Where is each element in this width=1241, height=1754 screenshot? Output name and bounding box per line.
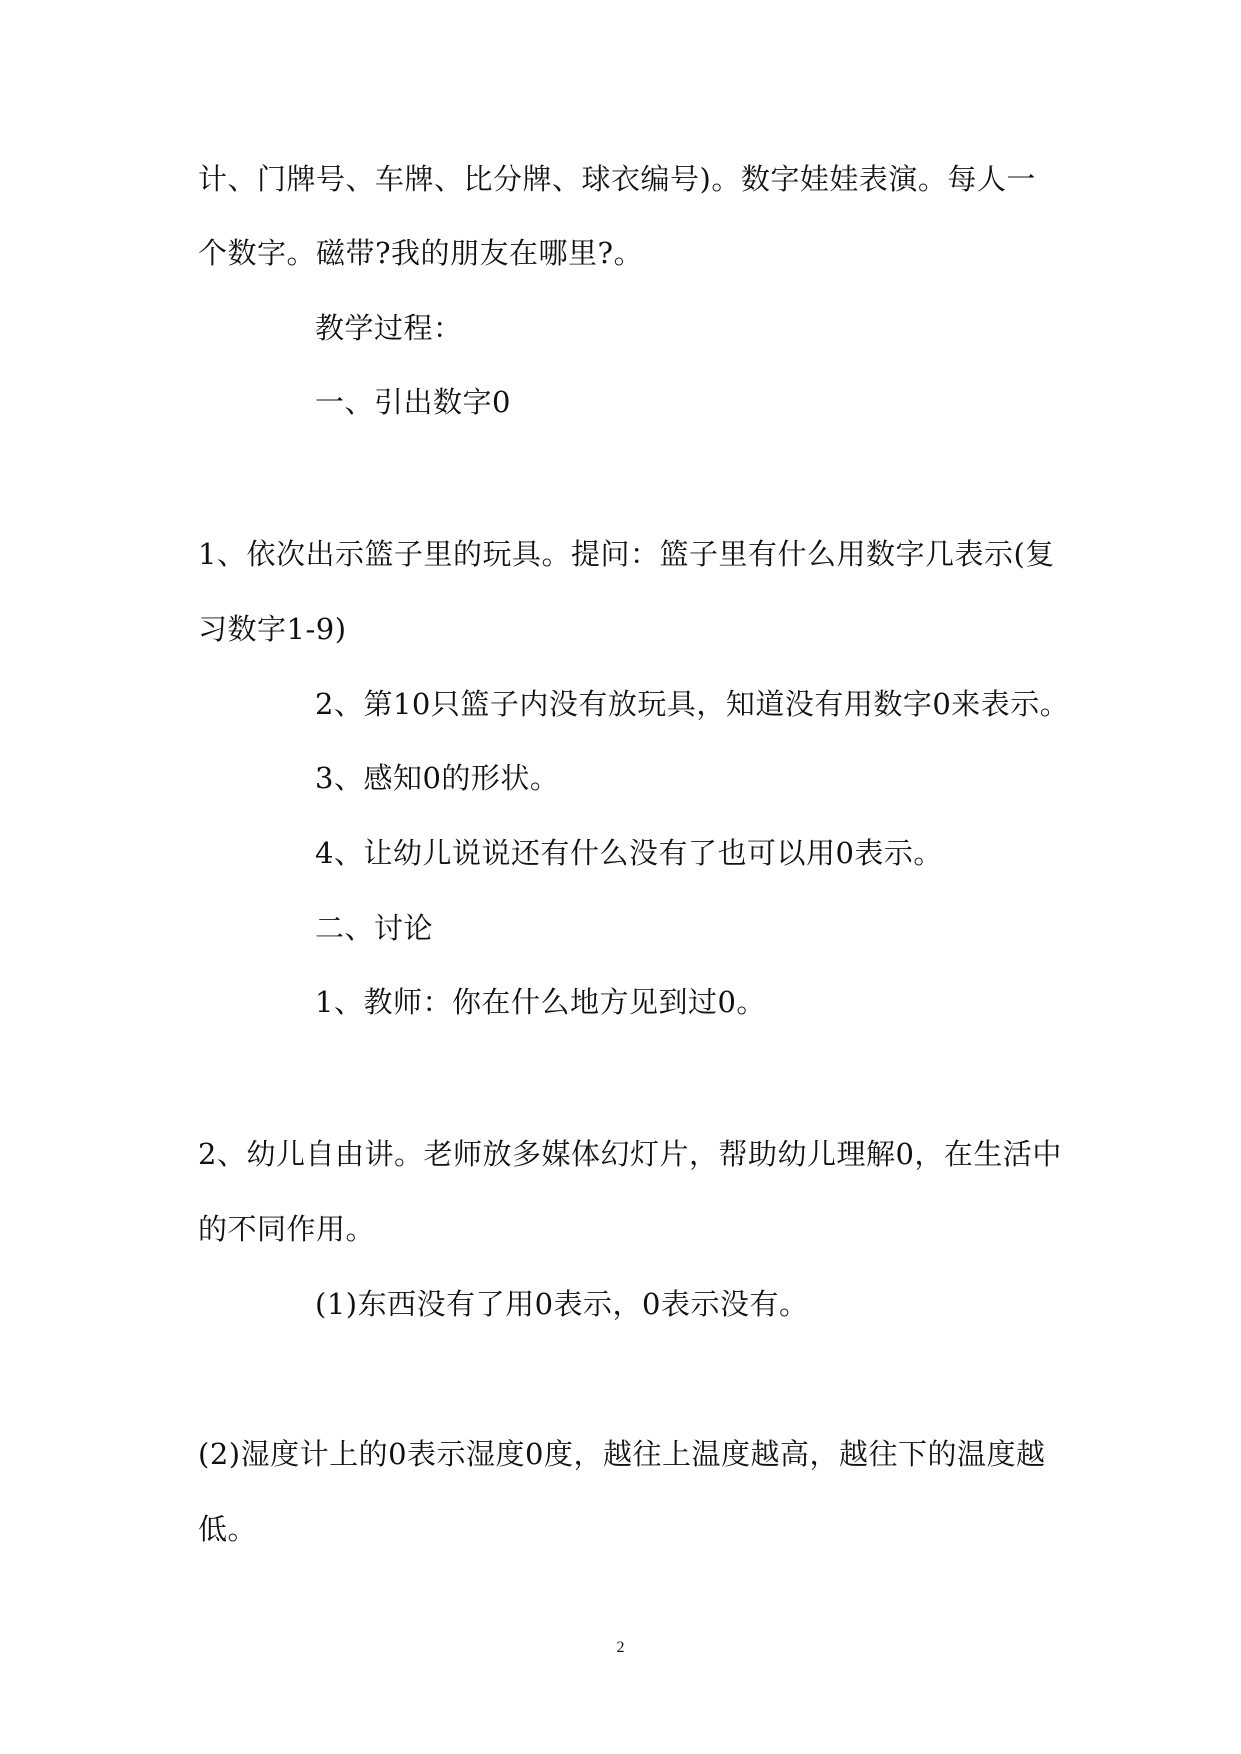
text-line: 2、幼儿自由讲。老师放多媒体幻灯片，帮助幼儿理解0，在生活中 (198, 1137, 1062, 1171)
text-line: 计、门牌号、车牌、比分牌、球衣编号)。数字娃娃表演。每人一 (198, 162, 1036, 196)
text-line: 1、依次出示篮子里的玩具。提问：篮子里有什么用数字几表示(复 (198, 537, 1055, 571)
section-heading: 一、引出数字0 (315, 385, 511, 419)
section-heading: 二、讨论 (315, 911, 434, 945)
text-line: 低。 (198, 1512, 258, 1546)
page-number: 2 (616, 1639, 625, 1656)
section-label: 教学过程： (315, 311, 463, 345)
text-line: 个数字。磁带?我的朋友在哪里?。 (198, 236, 644, 270)
text-line: (2)湿度计上的0表示湿度0度，越往上温度越高，越往下的温度越 (198, 1437, 1046, 1471)
text-line: 3、感知0的形状。 (315, 761, 560, 795)
text-line: 4、让幼儿说说还有什么没有了也可以用0表示。 (315, 836, 943, 870)
text-line: 2、第10只篮子内没有放玩具，知道没有用数字0来表示。 (315, 687, 1070, 721)
text-line: (1)东西没有了用0表示，0表示没有。 (315, 1287, 809, 1321)
text-line: 的不同作用。 (198, 1212, 376, 1246)
text-line: 1、教师：你在什么地方见到过0。 (315, 985, 766, 1019)
text-line: 习数字1-9) (198, 612, 347, 646)
